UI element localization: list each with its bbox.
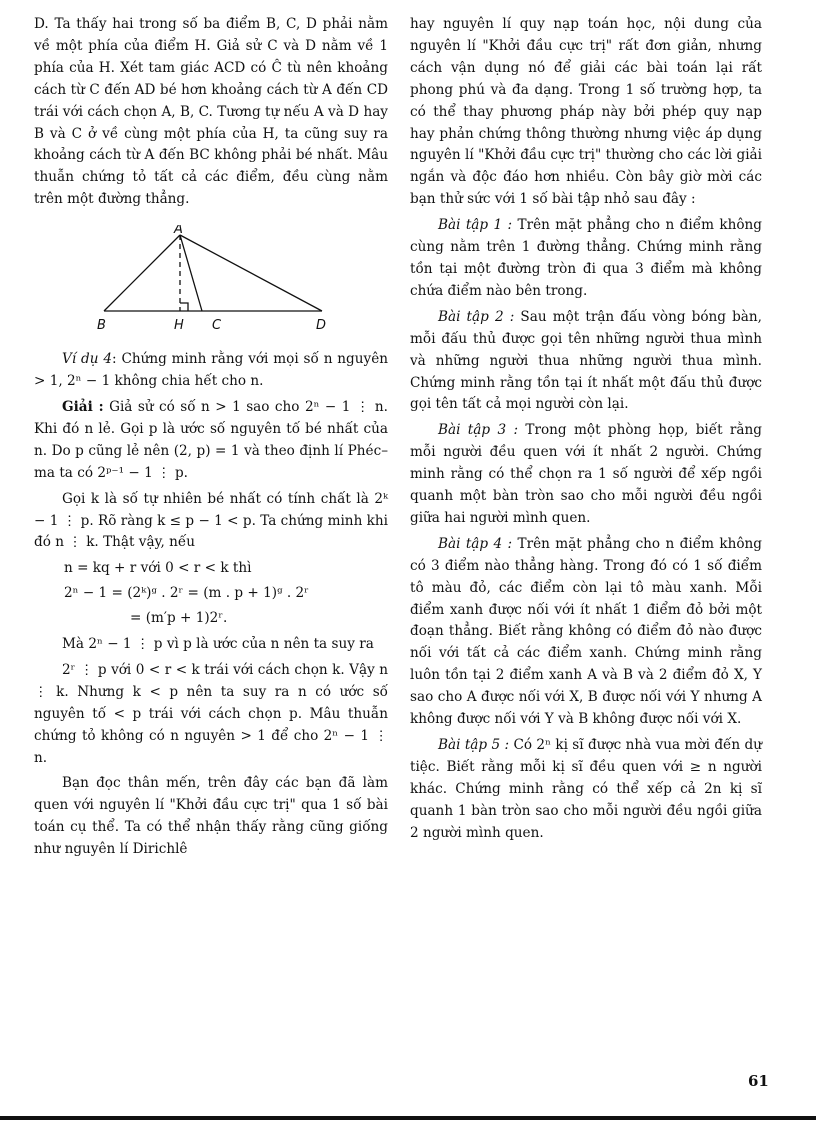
segment-ad bbox=[180, 235, 322, 311]
exercise-1 bbox=[410, 215, 762, 303]
label-d: D bbox=[316, 318, 327, 334]
bottom-rule bbox=[0, 1116, 816, 1120]
paragraph-k: Gọi k là số tự nhiên bé nhất có tính chất là 2ᵏ − 1 ⋮ p. Rõ ràng k ≤ p − 1 < p. Ta chứng minh khi đó n ⋮ k. Thật vậy, nếu bbox=[34, 490, 388, 551]
math-line-1: n = kq + r với 0 < r < k thì bbox=[64, 560, 252, 577]
example-text: : Chứng minh rằng với mọi số n nguyên > 1, 2ⁿ − 1 không chia hết cho n. bbox=[34, 351, 388, 390]
exercise-4-text: Trên mặt phẳng cho n điểm không có 3 điểm nào thẳng hàng. Trong đó có 1 số điểm tô màu đỏ, các điểm còn lại tô màu xanh. Mỗi điểm xanh được nối với ít nhất 1 điểm đỏ bởi một đoạn thẳng. Biết rằng không có điểm đỏ nào được nối với tất cả các điểm xanh. Chứng minh rằng luôn tồn tại 2 điểm xanh A và B và 2 điểm đỏ X, Y sao cho A được nối với X, B được nối với Y nhưng A không được nối với Y và B không được nối với X. bbox=[410, 535, 762, 728]
page-number: 61 bbox=[748, 1072, 769, 1090]
exercise-2-label: Bài tập 2 : bbox=[438, 308, 515, 325]
example-4 bbox=[34, 349, 388, 393]
right-angle-mark bbox=[180, 303, 188, 311]
math-line-2: 2ⁿ − 1 = (2ᵏ)ᵍ . 2ʳ = (m . p + 1)ᵍ . 2ʳ bbox=[64, 585, 309, 602]
paragraph-contradiction: 2ʳ ⋮ p với 0 < r < k trái với cách chọn k. Vậy n ⋮ k. Nhưng k < p nên ta suy ra n có ước số nguyên tố < p trái với cách chọn p. Mâu thuẫn chứng tỏ không có n nguyên > 1 để cho 2ⁿ − 1 ⋮ n. bbox=[34, 661, 388, 766]
paragraph-proof-end: D. Ta thấy hai trong số ba điểm B, C, D phải nằm về một phía của điểm H. Giả sử C và D nằm về 1 phía của H. Xét tam giác ACD có Ĉ tù nên khoảng cách từ C đến AD bé hơn khoảng cách từ A đến CD trái với cách chọn A, B, C. Tương tự nếu A và D hay B và C ở về cùng một phía của H, ta cũng suy ra khoảng cách từ A đến BC không phải bé nhất. Mâu thuẫn chứng tỏ tất cả các điểm, đều cùng nằm trên một đường thẳng. bbox=[34, 16, 388, 208]
exercise-5 bbox=[410, 735, 762, 845]
segment-ac bbox=[180, 235, 202, 311]
label-a: A bbox=[174, 225, 183, 238]
paragraph-reader: Bạn đọc thân mến, trên đây các bạn đã làm quen với nguyên lí "Khởi đầu cực trị" qua 1 số bài toán cụ thể. Ta có thể nhận thấy rằng cũng giống như nguyên lí Dirichlê bbox=[34, 775, 388, 858]
exercise-4 bbox=[410, 534, 762, 731]
example-label: Ví dụ 4 bbox=[62, 351, 112, 368]
paragraph-continuation: hay nguyên lí quy nạp toán học, nội dung của nguyên lí "Khởi đầu cực trị" rất đơn giản, nhưng cách vận dụng nó để giải các bài toán lại rất phong phú và đa dạng. Trong 1 số trường hợp, ta có thể thay phương pháp này bởi phép quy nạp hay phản chứng thông thường nhưng việc áp dụng nguyên lí "Khởi đầu cực trị" thường cho các lời giải ngắn và độc đáo hơn nhiều. Còn bây giờ mời các bạn thử sức với 1 số bài tập nhỏ sau đây : bbox=[410, 16, 762, 208]
exercise-1-text: Trên mặt phẳng cho n điểm không cùng nằm trên 1 đường thẳng. Chứng minh rằng tồn tại một đường tròn đi qua 3 điểm mà không chứa điểm nào bên trong. bbox=[410, 217, 762, 299]
exercise-5-label: Bài tập 5 : bbox=[438, 737, 510, 753]
solution-text: Giả sử có số n > 1 sao cho 2ⁿ − 1 ⋮ n. Khi đó n lẻ. Gọi p là ước số nguyên tố bé nhất của n. Do p cũng lẻ nên (2, p) = 1 và theo định lí Phéc–ma ta có 2ᵖ⁻¹ − 1 ⋮ p. bbox=[34, 398, 388, 481]
label-b: B bbox=[97, 318, 106, 334]
math-line-3: = (m′p + 1)2ʳ. bbox=[130, 610, 228, 627]
exercise-2 bbox=[410, 307, 762, 417]
segment-ab bbox=[104, 235, 180, 311]
exercise-3 bbox=[410, 420, 762, 530]
exercise-1-label: Bài tập 1 : bbox=[438, 217, 513, 234]
label-c: C bbox=[212, 318, 222, 334]
paragraph-ma: Mà 2ⁿ − 1 ⋮ p vì p là ước của n nên ta suy ra bbox=[62, 636, 374, 653]
exercise-4-label: Bài tập 4 : bbox=[438, 535, 513, 552]
exercise-2-text: Sau một trận đấu vòng bóng bàn, mỗi đấu thủ được gọi tên những người thua mình và những người thua những người thua mình. Chứng minh rằng tồn tại ít nhất một đấu thủ được gọi tên tất cả mọi người còn lại. bbox=[410, 308, 762, 413]
solution bbox=[34, 397, 388, 485]
left-column bbox=[34, 14, 388, 865]
triangle-figure bbox=[94, 225, 334, 335]
exercise-5-text: Có 2ⁿ kị sĩ được nhà vua mời đến dự tiệc. Biết rằng mỗi kị sĩ đều quen với ≥ n người khác. Chứng minh rằng có thể xếp cả 2n kị sĩ quanh 1 bàn tròn sao cho mỗi người đều ngồi giữa 2 người mình quen. bbox=[410, 737, 762, 841]
exercise-3-text: Trong một phòng họp, biết rằng mỗi người đều quen với ít nhất 2 người. Chứng minh rằng có thể chọn ra 1 số người để xếp ngồi quanh một bàn tròn sao cho mỗi người đều ngồi giữa hai người mình quen. bbox=[410, 422, 762, 526]
exercise-3-label: Bài tập 3 : bbox=[438, 422, 519, 439]
right-column bbox=[410, 14, 762, 849]
solution-label: Giải : bbox=[62, 398, 104, 415]
label-h: H bbox=[174, 318, 184, 334]
